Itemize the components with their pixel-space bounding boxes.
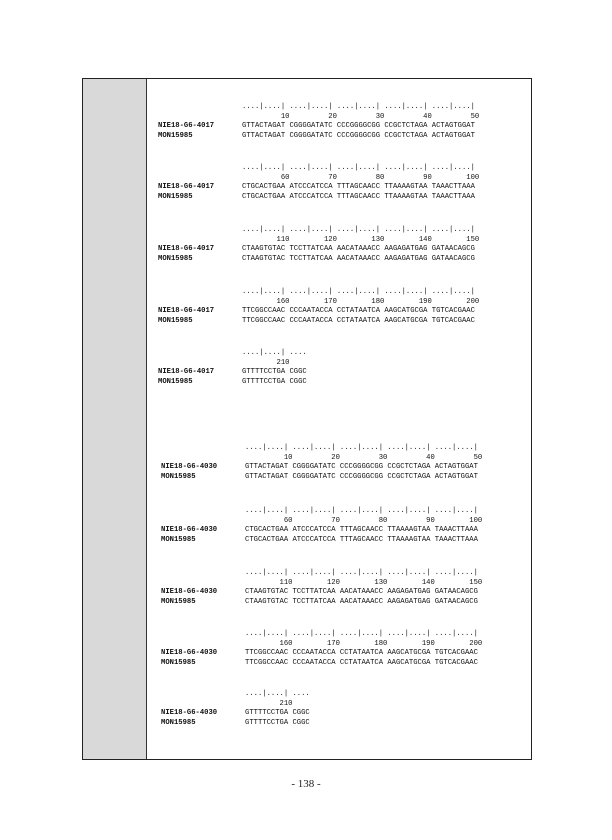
query-label: NIE18-G6-4030 (161, 588, 218, 597)
query-sequence: GTTACTAGAT CGGGGATATC CCCGGGGCGG CCGCTCTAGA ACTAGTGGAT (242, 122, 475, 131)
ruler-numbers: 60 70 80 90 100 (242, 173, 480, 182)
query-sequence: CTAAGTGTAC TCCTTATCAA AACATAAACC AAGAGATGAG GATAACAGCG (245, 588, 478, 597)
reference-sequence: CTAAGTGTAC TCCTTATCAA AACATAAACC AAGAGATGAG GATAACAGCG (245, 597, 478, 606)
alignment-block (148, 226, 528, 264)
reference-sequence: TTCGGCCAAC CCCAATACCA CCTATAATCA AAGCATGCGA TGTCACGAAC (245, 658, 478, 667)
reference-label: MON15985 (161, 658, 196, 667)
reference-label: MON15985 (158, 192, 193, 201)
reference-label: MON15985 (161, 472, 196, 481)
alignment-block (151, 630, 531, 668)
query-label: NIE18-G6-4030 (161, 463, 218, 472)
alignment-block (151, 569, 531, 607)
ruler-numbers: 160 170 180 190 200 (245, 639, 483, 648)
alignment-block (151, 690, 531, 728)
ruler-ticks: ....|....| ....|....| ....|....| ....|....| ....|....| (242, 164, 475, 172)
alignment-block (148, 288, 528, 326)
query-label: NIE18-G6-4030 (161, 526, 218, 535)
ruler-ticks: ....|....| ....|....| ....|....| ....|....| ....|....| (245, 569, 478, 577)
ruler-numbers: 210 (242, 358, 290, 367)
reference-label: MON15985 (158, 131, 193, 140)
query-sequence: TTCGGCCAAC CCCAATACCA CCTATAATCA AAGCATGCGA TGTCACGAAC (245, 649, 478, 658)
reference-sequence: GTTTTCCTGA CGGC (245, 718, 310, 727)
ruler-ticks: ....|....| .... (242, 349, 307, 357)
reference-sequence: CTAAGTGTAC TCCTTATCAA AACATAAACC AAGAGATGAG GATAACAGCG (242, 254, 475, 263)
query-sequence: GTTTTCCTGA CGGC (245, 709, 310, 718)
page-number: - 138 - (291, 778, 321, 790)
query-sequence: GTTACTAGAT CGGGGATATC CCCGGGGCGG CCGCTCTAGA ACTAGTGGAT (245, 463, 478, 472)
reference-sequence: CTGCACTGAA ATCCCATCCA TTTAGCAACC TTAAAAGTAA TAAACTTAAA (242, 192, 475, 201)
reference-label: MON15985 (161, 535, 196, 544)
query-label: NIE18-G6-4017 (158, 122, 215, 131)
table-left-column (83, 79, 147, 759)
ruler-numbers: 60 70 80 90 100 (245, 516, 483, 525)
query-label: NIE18-G6-4030 (161, 709, 218, 718)
reference-sequence: GTTACTAGAT CGGGGATATC CCCGGGGCGG CCGCTCTAGA ACTAGTGGAT (242, 131, 475, 140)
reference-sequence: TTCGGCCAAC CCCAATACCA CCTATAATCA AAGCATGCGA TGTCACGAAC (242, 316, 475, 325)
ruler-numbers: 110 120 130 140 150 (245, 578, 483, 587)
ruler-ticks: ....|....| ....|....| ....|....| ....|....| ....|....| (245, 507, 478, 515)
alignment-block (148, 164, 528, 202)
ruler-numbers: 10 20 30 40 50 (245, 453, 483, 462)
alignment-block (148, 349, 528, 387)
reference-label: MON15985 (158, 316, 193, 325)
ruler-numbers: 210 (245, 699, 293, 708)
reference-label: MON15985 (161, 718, 196, 727)
table-content-cell (148, 79, 531, 759)
alignment-block (148, 103, 528, 141)
query-sequence: GTTTTCCTGA CGGC (242, 368, 307, 377)
reference-label: MON15985 (158, 377, 193, 386)
ruler-ticks: ....|....| ....|....| ....|....| ....|....| ....|....| (245, 630, 478, 638)
reference-sequence: GTTACTAGAT CGGGGATATC CCCGGGGCGG CCGCTCTAGA ACTAGTGGAT (245, 472, 478, 481)
reference-label: MON15985 (158, 254, 193, 263)
ruler-ticks: ....|....| .... (245, 690, 310, 698)
alignment-block (151, 444, 531, 482)
ruler-numbers: 10 20 30 40 50 (242, 112, 480, 121)
query-sequence: CTAAGTGTAC TCCTTATCAA AACATAAACC AAGAGATGAG GATAACAGCG (242, 245, 475, 254)
ruler-numbers: 160 170 180 190 200 (242, 297, 480, 306)
query-sequence: CTGCACTGAA ATCCCATCCA TTTAGCAACC TTAAAAGTAA TAAACTTAAA (242, 183, 475, 192)
ruler-numbers: 110 120 130 140 150 (242, 235, 480, 244)
query-label: NIE18-G6-4017 (158, 245, 215, 254)
ruler-ticks: ....|....| ....|....| ....|....| ....|....| ....|....| (242, 103, 475, 111)
ruler-ticks: ....|....| ....|....| ....|....| ....|....| ....|....| (242, 226, 475, 234)
table-frame (82, 78, 532, 760)
ruler-ticks: ....|....| ....|....| ....|....| ....|....| ....|....| (242, 288, 475, 296)
reference-label: MON15985 (161, 597, 196, 606)
query-label: NIE18-G6-4017 (158, 307, 215, 316)
query-label: NIE18-G6-4017 (158, 183, 215, 192)
query-label: NIE18-G6-4030 (161, 649, 218, 658)
ruler-ticks: ....|....| ....|....| ....|....| ....|....| ....|....| (245, 444, 478, 452)
alignment-block (151, 507, 531, 545)
reference-sequence: CTGCACTGAA ATCCCATCCA TTTAGCAACC TTAAAAGTAA TAAACTTAAA (245, 535, 478, 544)
query-label: NIE18-G6-4017 (158, 368, 215, 377)
query-sequence: TTCGGCCAAC CCCAATACCA CCTATAATCA AAGCATGCGA TGTCACGAAC (242, 307, 475, 316)
reference-sequence: GTTTTCCTGA CGGC (242, 377, 307, 386)
query-sequence: CTGCACTGAA ATCCCATCCA TTTAGCAACC TTAAAAGTAA TAAACTTAAA (245, 526, 478, 535)
